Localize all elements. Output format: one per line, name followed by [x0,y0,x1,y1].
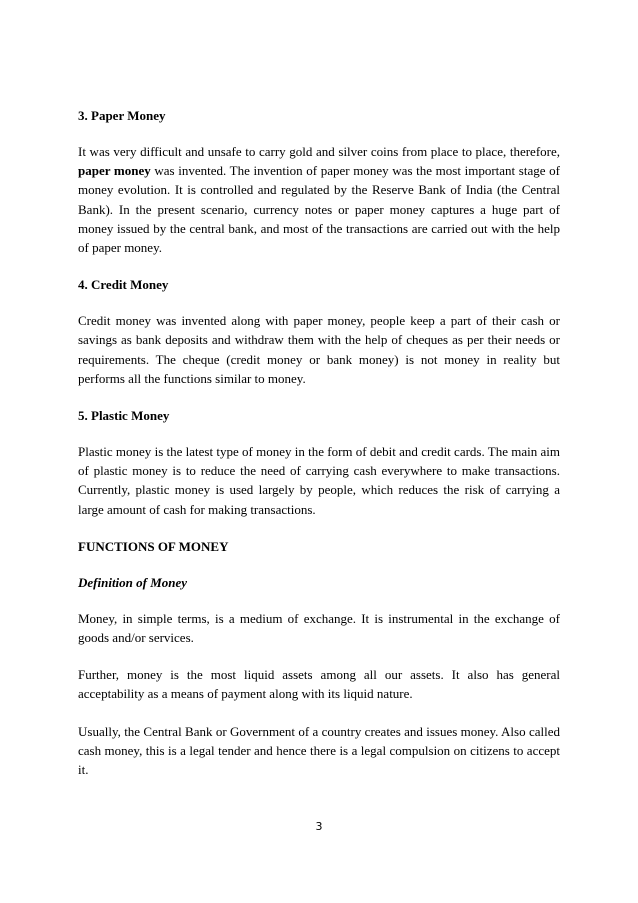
paragraph-text: was invented. The invention of paper money was the most important stage of money evolution. It is controlled and regulated by the Reserve Bank of India (the Central Bank). In the present scenario, currency notes or paper money captures a huge part of money issued by the central bank, and most of the transactions are carried out with the help of paper money. [78,163,560,256]
paragraph-text: It was very difficult and unsafe to carry gold and silver coins from place to place, therefore, [78,144,560,159]
paragraph-credit-money: Credit money was invented along with paper money, people keep a part of their cash or savings as bank deposits and withdraw them with the help of cheques as per their needs or requirements. The cheque (credit money or bank money) is not money in reality but performs all the functions similar to money. [78,313,560,386]
paragraph-definition-3: Usually, the Central Bank or Government of a country creates and issues money. Also called cash money, this is a legal tender and hence there is a legal compulsion on citizens to accept it. [78,723,560,778]
bold-term-paper-money: paper money [78,163,151,179]
subheading-definition-of-money: Definition of Money [78,574,188,590]
paragraph-plastic-money: Plastic money is the latest type of money in the form of debit and credit cards. The main aim of plastic money is to reduce the need of carrying cash everywhere to make transactions. Currently, plastic money is used largely by people, which reduces the risk of carrying a large amount of cash for making transactions. [78,444,560,517]
section-heading-credit-money: 4. Credit Money [78,277,169,293]
paragraph-definition-1: Money, in simple terms, is a medium of exchange. It is instrumental in the exchange of goods and/or services. [78,610,560,646]
paragraph-definition-2: Further, money is the most liquid assets among all our assets. It also has general acceptability as a means of payment along with its liquid nature. [78,667,560,702]
section-heading-plastic-money: 5. Plastic Money [78,408,170,424]
paragraph-paper-money [78,142,560,257]
document-page [78,106,560,797]
section-heading-paper-money: 3. Paper Money [78,108,166,123]
page-number: 3 [315,820,323,833]
section-heading-functions-of-money: FUNCTIONS OF MONEY [78,538,229,554]
